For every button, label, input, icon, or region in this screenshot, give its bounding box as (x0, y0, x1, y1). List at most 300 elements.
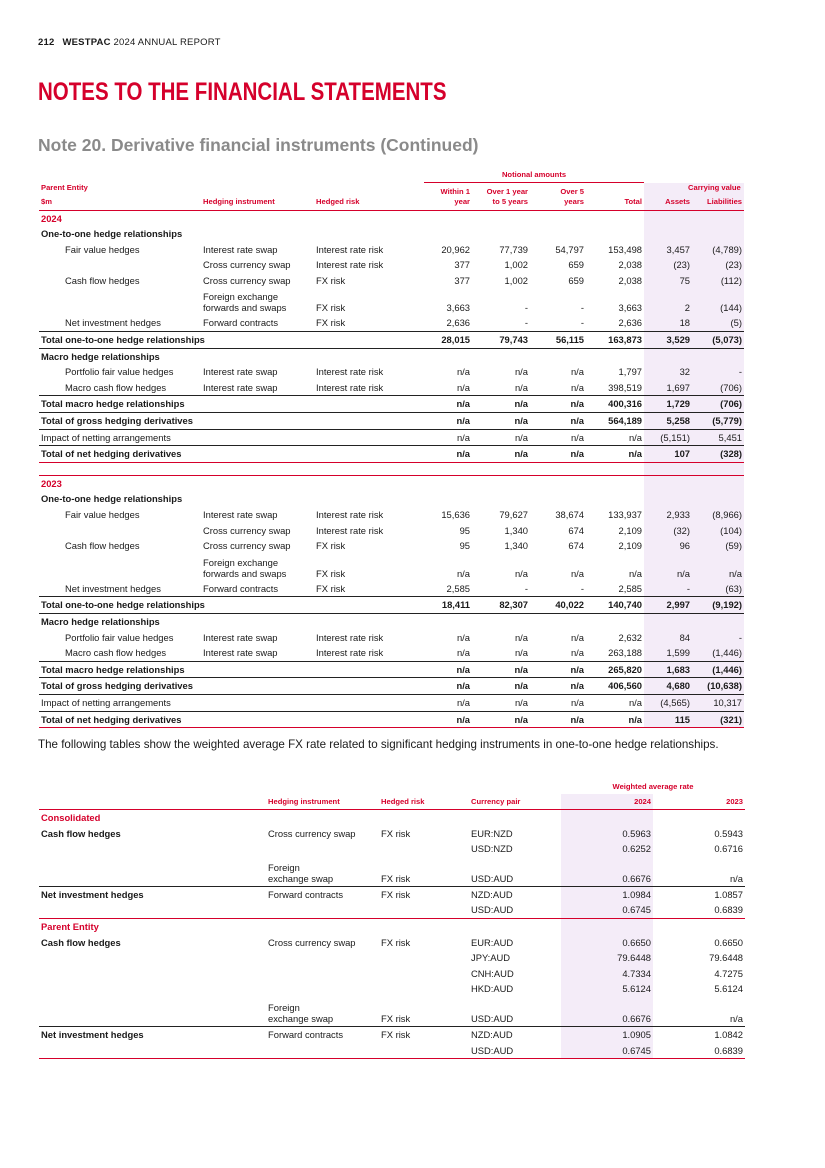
value-cell: n/a (570, 366, 585, 378)
value-cell: 377 (454, 274, 471, 286)
rate-2024: 0.6252 (561, 841, 653, 857)
value-cell: n/a (530, 413, 586, 430)
value-cell: 10,317 (692, 694, 744, 711)
hedged-risk: FX risk (381, 1012, 411, 1024)
col-hedging-instrument: Hedging instrument (266, 794, 379, 810)
value-cell: (23) (692, 257, 744, 273)
value-cell: n/a (644, 554, 692, 581)
col-label: year (454, 196, 471, 206)
row-label: Fair value hedges (65, 509, 140, 520)
hedging-instrument: Cross currency swap (203, 274, 291, 286)
value-cell: 5,451 (692, 429, 744, 446)
value-cell: 406,560 (586, 678, 644, 695)
col-liabilities: Liabilities (692, 183, 744, 211)
value-cell: n/a (530, 678, 586, 695)
total-label: Total one-to-one hedge relationships (39, 332, 424, 349)
value-cell: n/a (472, 694, 530, 711)
row-label: Cash flow hedges (41, 827, 121, 839)
hedged-risk: Interest rate risk (316, 509, 384, 520)
rate-2024: 0.5963 (561, 826, 653, 842)
value-cell: n/a (530, 446, 586, 463)
value-cell: n/a (570, 381, 585, 393)
rate-2024: 5.6124 (561, 981, 653, 997)
rate-2023: 79.6448 (709, 952, 743, 964)
value-cell: n/a (472, 678, 530, 695)
value-cell: (706) (692, 396, 744, 413)
rate-2023: 5.6124 (714, 983, 743, 995)
value-cell: 20,962 (441, 243, 471, 255)
value-cell: - (692, 364, 744, 380)
row-label (39, 981, 266, 997)
currency-pair: USD:AUD (471, 904, 514, 916)
total-row (39, 711, 744, 728)
rate-2023: 1.0842 (653, 1026, 745, 1042)
hedged-risk: FX risk (316, 582, 346, 594)
total-row (39, 678, 744, 695)
table-row (39, 538, 744, 554)
table-row (39, 1043, 745, 1059)
currency-pair: USD:AUD (471, 1012, 514, 1024)
hedging-instrument (201, 288, 314, 315)
value-cell: (9,192) (692, 597, 744, 614)
value-cell: 1,729 (644, 396, 692, 413)
notional-header-row (39, 168, 744, 183)
value-cell: 82,307 (472, 597, 530, 614)
value-cell: n/a (514, 381, 529, 393)
hedging-instrument: Interest rate swap (203, 647, 278, 659)
hedging-instrument: Interest rate swap (203, 509, 278, 520)
value-cell: 5,258 (644, 413, 692, 430)
entity-unit-header (39, 183, 201, 211)
table-row (39, 242, 744, 258)
wav-header-row (39, 780, 745, 794)
value-cell: 54,797 (555, 243, 585, 255)
hedged-risk (379, 966, 469, 982)
total-row (39, 396, 744, 413)
value-cell: - (580, 582, 585, 594)
row-label: Portfolio fair value hedges (65, 631, 174, 643)
total-label: Total macro hedge relationships (39, 396, 424, 413)
section-row (39, 226, 744, 242)
value-cell: n/a (424, 413, 472, 430)
value-cell: n/a (472, 446, 530, 463)
currency-pair: HKD:AUD (471, 983, 514, 995)
total-label: Total one-to-one hedge relationships (39, 597, 424, 614)
value-cell: (4,789) (692, 242, 744, 258)
col-label: Over 1 year (486, 186, 529, 196)
hedged-risk: Interest rate risk (316, 381, 384, 393)
hedged-risk: Interest rate risk (316, 524, 384, 536)
rate-2024: 0.6676 (561, 857, 653, 887)
table-cell (644, 462, 744, 475)
hedged-risk: FX risk (379, 886, 469, 902)
value-cell: 564,189 (586, 413, 644, 430)
rate-2024: 4.7334 (561, 966, 653, 982)
hedged-risk: Interest rate risk (316, 243, 384, 255)
entity-label: Consolidated (41, 812, 101, 823)
value-cell: 1,797 (618, 366, 643, 378)
value-cell: 1,683 (644, 661, 692, 678)
value-cell: (1,446) (692, 661, 744, 678)
row-label: Macro cash flow hedges (65, 381, 167, 393)
value-cell: 2,585 (618, 582, 643, 594)
value-cell: 674 (568, 540, 585, 552)
table-cell (561, 810, 653, 826)
hedging-instrument (266, 1043, 379, 1059)
value-cell: 56,115 (530, 332, 586, 349)
table-row (39, 581, 744, 597)
value-cell: 2,109 (618, 524, 643, 536)
year-row (39, 210, 744, 226)
currency-pair: NZD:AUD (469, 1026, 561, 1042)
value-cell: - (580, 302, 585, 314)
value-cell: 1,002 (504, 274, 529, 286)
total-label: Total of net hedging derivatives (39, 711, 424, 728)
table-row (39, 315, 744, 331)
instrument-line: forwards and swaps (203, 567, 287, 579)
value-cell: n/a (530, 694, 586, 711)
value-cell: 659 (568, 259, 585, 271)
total-label: Impact of netting arrangements (39, 694, 424, 711)
row-label (39, 257, 201, 273)
value-cell: 18,411 (424, 597, 472, 614)
value-cell: (5,779) (692, 413, 744, 430)
total-label: Total of gross hedging derivatives (39, 678, 424, 695)
col-label: Over 5 (560, 186, 585, 196)
value-cell: (328) (692, 446, 744, 463)
col-2023: 2023 (653, 794, 745, 810)
carrying-label: Carrying value (688, 182, 741, 192)
hedging-instrument (266, 981, 379, 997)
value-cell: 3,529 (644, 332, 692, 349)
value-cell: 107 (644, 446, 692, 463)
value-cell: 18 (644, 315, 692, 331)
value-cell: (104) (692, 523, 744, 539)
entity-row (39, 918, 745, 934)
hedging-instrument: Interest rate swap (203, 631, 278, 643)
currency-pair: USD:AUD (469, 1043, 561, 1059)
table-row (39, 630, 744, 646)
hedging-instrument (266, 966, 379, 982)
row-label: Net investment hedges (39, 1026, 266, 1042)
value-cell: 3,457 (644, 242, 692, 258)
value-cell: n/a (530, 429, 586, 446)
col-within-1-year (424, 183, 472, 211)
value-cell: 265,820 (586, 661, 644, 678)
value-cell: 153,498 (608, 243, 643, 255)
value-cell: n/a (586, 694, 644, 711)
col-hedged-risk: Hedged risk (379, 794, 469, 810)
hedged-risk: Interest rate risk (316, 259, 384, 271)
value-cell: 2,636 (446, 317, 471, 329)
col-label: Assets (665, 196, 691, 206)
value-cell: 263,188 (608, 647, 643, 659)
hedged-risk: Interest rate risk (316, 631, 384, 643)
row-label (39, 966, 266, 982)
entity-label: Parent Entity (39, 918, 561, 934)
instrument-line: Foreign (268, 1001, 300, 1013)
value-cell: n/a (514, 567, 529, 579)
rate-2023: 0.5943 (714, 827, 743, 839)
page-number: 212 (38, 37, 55, 48)
col-label: Within 1 (440, 186, 471, 196)
row-label: Fair value hedges (65, 243, 140, 255)
total-row (39, 446, 744, 463)
value-cell: n/a (456, 366, 471, 378)
hedging-instrument (266, 841, 379, 857)
row-label: Cash flow hedges (65, 540, 140, 552)
section-row (39, 491, 744, 507)
value-cell: 32 (644, 364, 692, 380)
notional-label: Notional amounts (424, 168, 644, 183)
section-label: Macro hedge relationships (39, 613, 644, 629)
hedged-risk: FX risk (316, 274, 346, 286)
value-cell: n/a (514, 631, 529, 643)
value-cell: 140,740 (586, 597, 644, 614)
value-cell: 377 (454, 259, 471, 271)
rate-2024: 1.0984 (561, 886, 653, 902)
value-cell: 75 (644, 273, 692, 289)
value-cell: n/a (570, 647, 585, 659)
value-cell: n/a (472, 661, 530, 678)
value-cell: 95 (459, 540, 471, 552)
table-row (39, 380, 744, 396)
table-row (39, 826, 745, 842)
instrument-line: exchange swap (268, 1012, 334, 1024)
total-label: Total of gross hedging derivatives (39, 413, 424, 430)
hedged-risk: FX risk (316, 317, 346, 329)
page-title: NOTES TO THE FINANCIAL STATEMENTS (38, 78, 447, 106)
value-cell: n/a (530, 711, 586, 728)
value-cell: 2 (644, 288, 692, 315)
year-row (39, 475, 744, 491)
value-cell: 1,340 (504, 540, 529, 552)
row-label (39, 997, 266, 1027)
value-cell: 2,997 (644, 597, 692, 614)
hedging-instrument: Cross currency swap (203, 259, 291, 271)
value-cell: - (644, 581, 692, 597)
col-label: years (564, 196, 585, 206)
rate-2023: 1.0857 (653, 886, 745, 902)
value-cell: n/a (586, 429, 644, 446)
value-cell: (321) (692, 711, 744, 728)
hedging-instrument: Cross currency swap (268, 827, 356, 839)
value-cell: 79,743 (472, 332, 530, 349)
value-cell: 4,680 (644, 678, 692, 695)
hedging-instrument: Interest rate swap (203, 243, 278, 255)
total-row (39, 332, 744, 349)
value-cell: (5,073) (692, 332, 744, 349)
value-cell: n/a (424, 678, 472, 695)
col-over-5-years (530, 183, 586, 211)
row-label: Cash flow hedges (65, 274, 140, 286)
section-label: One-to-one hedge relationships (41, 228, 183, 240)
table-row (39, 857, 745, 887)
rate-2024: 0.6745 (561, 902, 653, 918)
wav-label: Weighted average rate (612, 782, 694, 791)
table-row (39, 554, 744, 581)
instrument-line: Foreign exchange (203, 556, 279, 568)
table-row (39, 523, 744, 539)
entity-row (39, 810, 745, 826)
col-2024: 2024 (561, 794, 653, 810)
currency-pair: EUR:NZD (471, 827, 513, 839)
value-cell: (112) (692, 273, 744, 289)
value-cell: n/a (586, 446, 644, 463)
value-cell: 133,937 (608, 509, 643, 520)
hedged-risk (379, 1043, 469, 1059)
hedging-instrument (201, 554, 314, 581)
page-header (38, 37, 221, 48)
row-label (39, 950, 266, 966)
value-cell: n/a (530, 396, 586, 413)
hedged-risk: FX risk (381, 827, 411, 839)
report-name: 2024 ANNUAL REPORT (113, 37, 221, 48)
hedged-risk: FX risk (316, 540, 346, 552)
value-cell: n/a (692, 554, 744, 581)
value-cell: (23) (644, 257, 692, 273)
value-cell: n/a (570, 631, 585, 643)
hedging-instrument (266, 997, 379, 1027)
rate-2024: 0.6650 (561, 935, 653, 951)
hedging-instrument: Forward contracts (203, 317, 279, 329)
hedged-risk (379, 981, 469, 997)
value-cell: 3,663 (446, 302, 471, 314)
spacer (644, 210, 744, 226)
value-cell: - (524, 302, 529, 314)
year-label: 2023 (39, 475, 644, 491)
value-cell: 15,636 (441, 509, 471, 520)
value-cell: 2,933 (644, 507, 692, 523)
table-row (39, 257, 744, 273)
value-cell: 398,519 (608, 381, 643, 393)
total-label: Total macro hedge relationships (39, 661, 424, 678)
table-row (39, 364, 744, 380)
total-row (39, 661, 744, 678)
value-cell: n/a (472, 711, 530, 728)
value-cell: n/a (514, 647, 529, 659)
hedged-risk: FX risk (381, 872, 411, 884)
value-cell: 2,585 (446, 582, 471, 594)
table-cell (653, 918, 745, 934)
col-total: Total (624, 196, 643, 206)
value-cell: 2,038 (618, 274, 643, 286)
rate-2024: 0.6745 (561, 1043, 653, 1059)
row-label: Portfolio fair value hedges (65, 366, 174, 378)
hedged-risk: FX risk (381, 936, 411, 948)
row-label (39, 523, 201, 539)
table-row (39, 841, 745, 857)
hedged-risk: FX risk (316, 567, 346, 579)
fx-rate-table (39, 780, 745, 1059)
table-row (39, 273, 744, 289)
currency-pair: USD:AUD (471, 872, 514, 884)
value-cell: 38,674 (555, 509, 585, 520)
spacer (644, 348, 744, 364)
value-cell: n/a (456, 567, 471, 579)
spacer (644, 226, 744, 242)
hedging-instrument: Forward contracts (203, 582, 279, 594)
value-cell: 28,015 (424, 332, 472, 349)
hedging-instrument (266, 902, 379, 918)
instrument-line: Foreign exchange (203, 291, 279, 303)
spacer (39, 794, 266, 810)
row-label (39, 1043, 266, 1059)
table-row (39, 645, 744, 661)
hedging-instrument: Interest rate swap (203, 366, 278, 378)
value-cell: 1,697 (644, 380, 692, 396)
col-label: to 5 years (492, 196, 529, 206)
value-cell: - (524, 582, 529, 594)
value-cell: 400,316 (586, 396, 644, 413)
section-row (39, 348, 744, 364)
value-cell: (706) (692, 380, 744, 396)
rate-2023: 0.6839 (653, 1043, 745, 1059)
value-cell: (59) (692, 538, 744, 554)
spacer (644, 168, 744, 183)
value-cell: - (692, 630, 744, 646)
currency-pair: NZD:AUD (469, 886, 561, 902)
intro-paragraph: The following tables show the weighted average FX rate related to significant hedging instruments in one-to-one hedge relationships. (38, 738, 719, 751)
table-row (39, 950, 745, 966)
value-cell: (5) (692, 315, 744, 331)
value-cell: n/a (456, 631, 471, 643)
hedging-instrument: Cross currency swap (203, 524, 291, 536)
value-cell: 77,739 (499, 243, 529, 255)
table-row (39, 507, 744, 523)
section-row (39, 613, 744, 629)
spacer (39, 780, 561, 794)
total-label: Impact of netting arrangements (39, 429, 424, 446)
value-cell: 79,627 (499, 509, 529, 520)
col-currency-pair: Currency pair (469, 794, 561, 810)
value-cell: n/a (472, 429, 530, 446)
row-label (39, 857, 266, 887)
value-cell: (144) (692, 288, 744, 315)
rate-2023: 0.6650 (714, 936, 743, 948)
value-cell: 2,636 (618, 317, 643, 329)
hedging-instrument: Cross currency swap (268, 936, 356, 948)
hedged-risk: FX risk (316, 302, 346, 314)
derivatives-table (39, 168, 744, 728)
rate-2024: 1.0905 (561, 1026, 653, 1042)
value-cell: n/a (514, 366, 529, 378)
row-label: Macro cash flow hedges (65, 647, 167, 659)
note-title: Note 20. Derivative financial instruments (Continued) (38, 135, 479, 155)
value-cell: (1,446) (692, 645, 744, 661)
value-cell: - (524, 317, 529, 329)
row-label: Net investment hedges (39, 886, 266, 902)
instrument-line: forwards and swaps (203, 302, 287, 314)
hedged-risk (379, 950, 469, 966)
currency-pair: JPY:AUD (471, 952, 511, 964)
hedged-risk: FX risk (379, 1026, 469, 1042)
value-cell: n/a (424, 429, 472, 446)
rate-2023: 0.6716 (714, 843, 743, 855)
value-cell: (5,151) (644, 429, 692, 446)
table-row (39, 935, 745, 951)
hedging-instrument: Forward contracts (266, 1026, 379, 1042)
value-cell: n/a (530, 661, 586, 678)
value-cell: (8,966) (692, 507, 744, 523)
rate-2024: 0.6676 (561, 997, 653, 1027)
row-label: Net investment hedges (65, 582, 161, 594)
spacer (644, 475, 744, 491)
col-hedging-instrument: Hedging instrument (203, 196, 275, 206)
row-label (39, 902, 266, 918)
total-label: Total of net hedging derivatives (39, 446, 424, 463)
section-label: Macro hedge relationships (39, 348, 644, 364)
